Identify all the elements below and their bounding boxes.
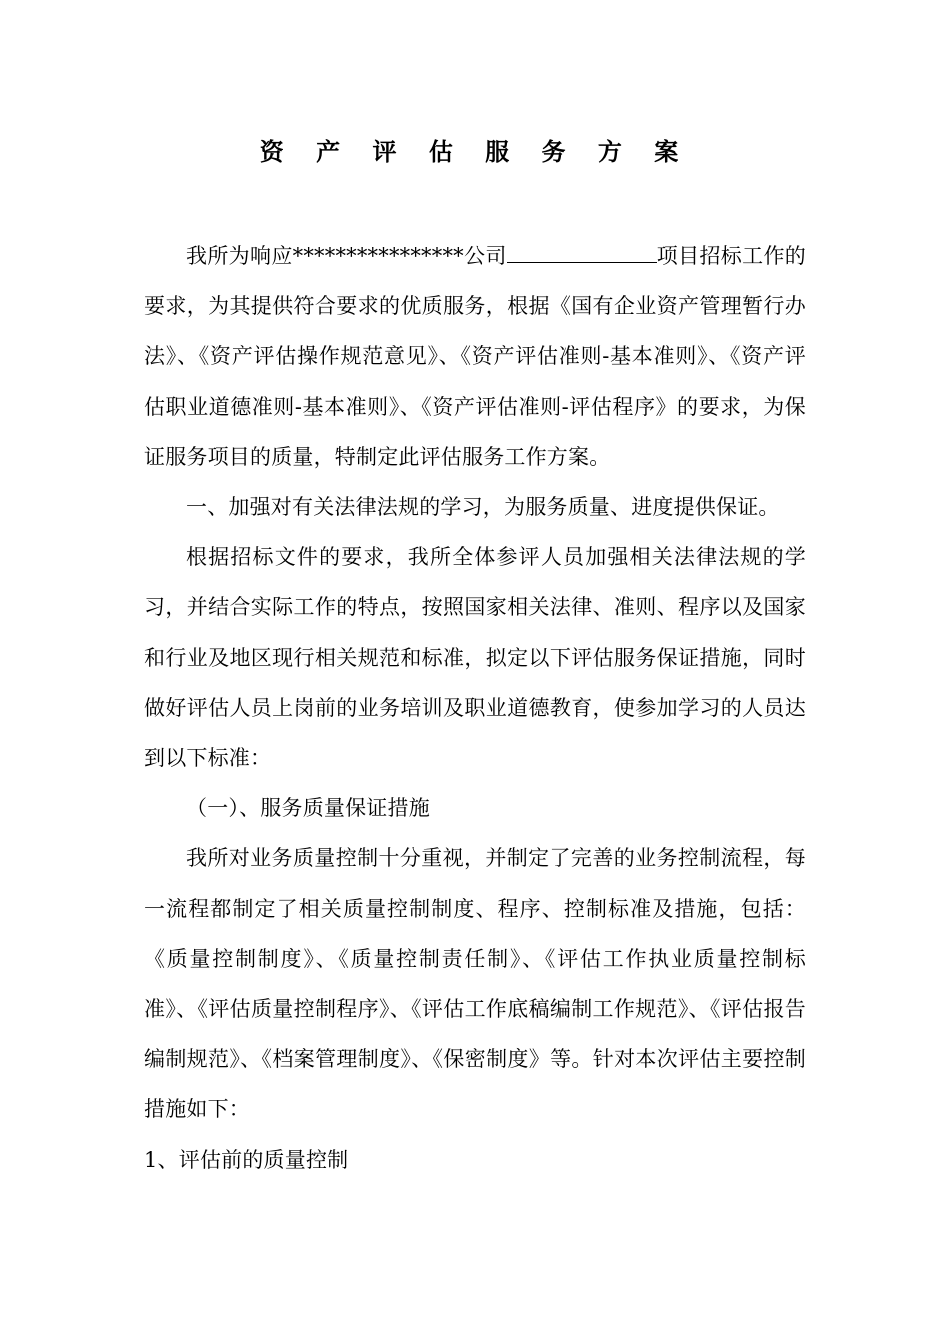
document-title: 资 产 评 估 服 务 方 案 <box>259 137 691 166</box>
subsection1-paragraph: 我所对业务质量控制十分重视，并制定了完善的业务控制流程，每一流程都制定了相关质量控制制度、程序、控制标准及措施，包括：《质量控制制度》、《质量控制责任制》、《评估工作执业质量控制标准》、《评估质量控制程序》、《评估工作底稿编制工作规范》、《评估报告编制规范》、《档案管理制度》、《保密制度》等。针对本次评估主要控制措施如下： <box>144 846 806 1122</box>
intro-text-start: 我所为响应****************公司 <box>186 244 507 268</box>
intro-text-end: 项目招标工作的要求，为其提供符合要求的优质服务，根据《国有企业资产管理暂行办法》、《资产评估操作规范意见》、《资产评估准则-基本准则》、《资产评估职业道德准则-基本准则》、《资产评估准则-评估程序》的要求，为保证服务项目的质量，特制定此评估服务工作方案。 <box>144 244 806 469</box>
intro-paragraph <box>144 231 806 482</box>
document-body <box>144 231 806 1185</box>
subsection1-heading: （一）、服务质量保证措施 <box>186 796 430 821</box>
section1-heading: 一、加强对有关法律法规的学习，为服务质量、进度提供保证。 <box>186 495 780 520</box>
section1-paragraph: 根据招标文件的要求，我所全体参评人员加强相关法律法规的学习，并结合实际工作的特点，按照国家相关法律、准则、程序以及国家和行业及地区现行相关规范和标准，拟定以下评估服务保证措施，同时做好评估人员上岗前的业务培训及职业道德教育，使参加学习的人员达到以下标准： <box>144 545 806 771</box>
project-name-blank <box>507 242 657 263</box>
item1-heading: 1、评估前的质量控制 <box>144 1147 349 1172</box>
